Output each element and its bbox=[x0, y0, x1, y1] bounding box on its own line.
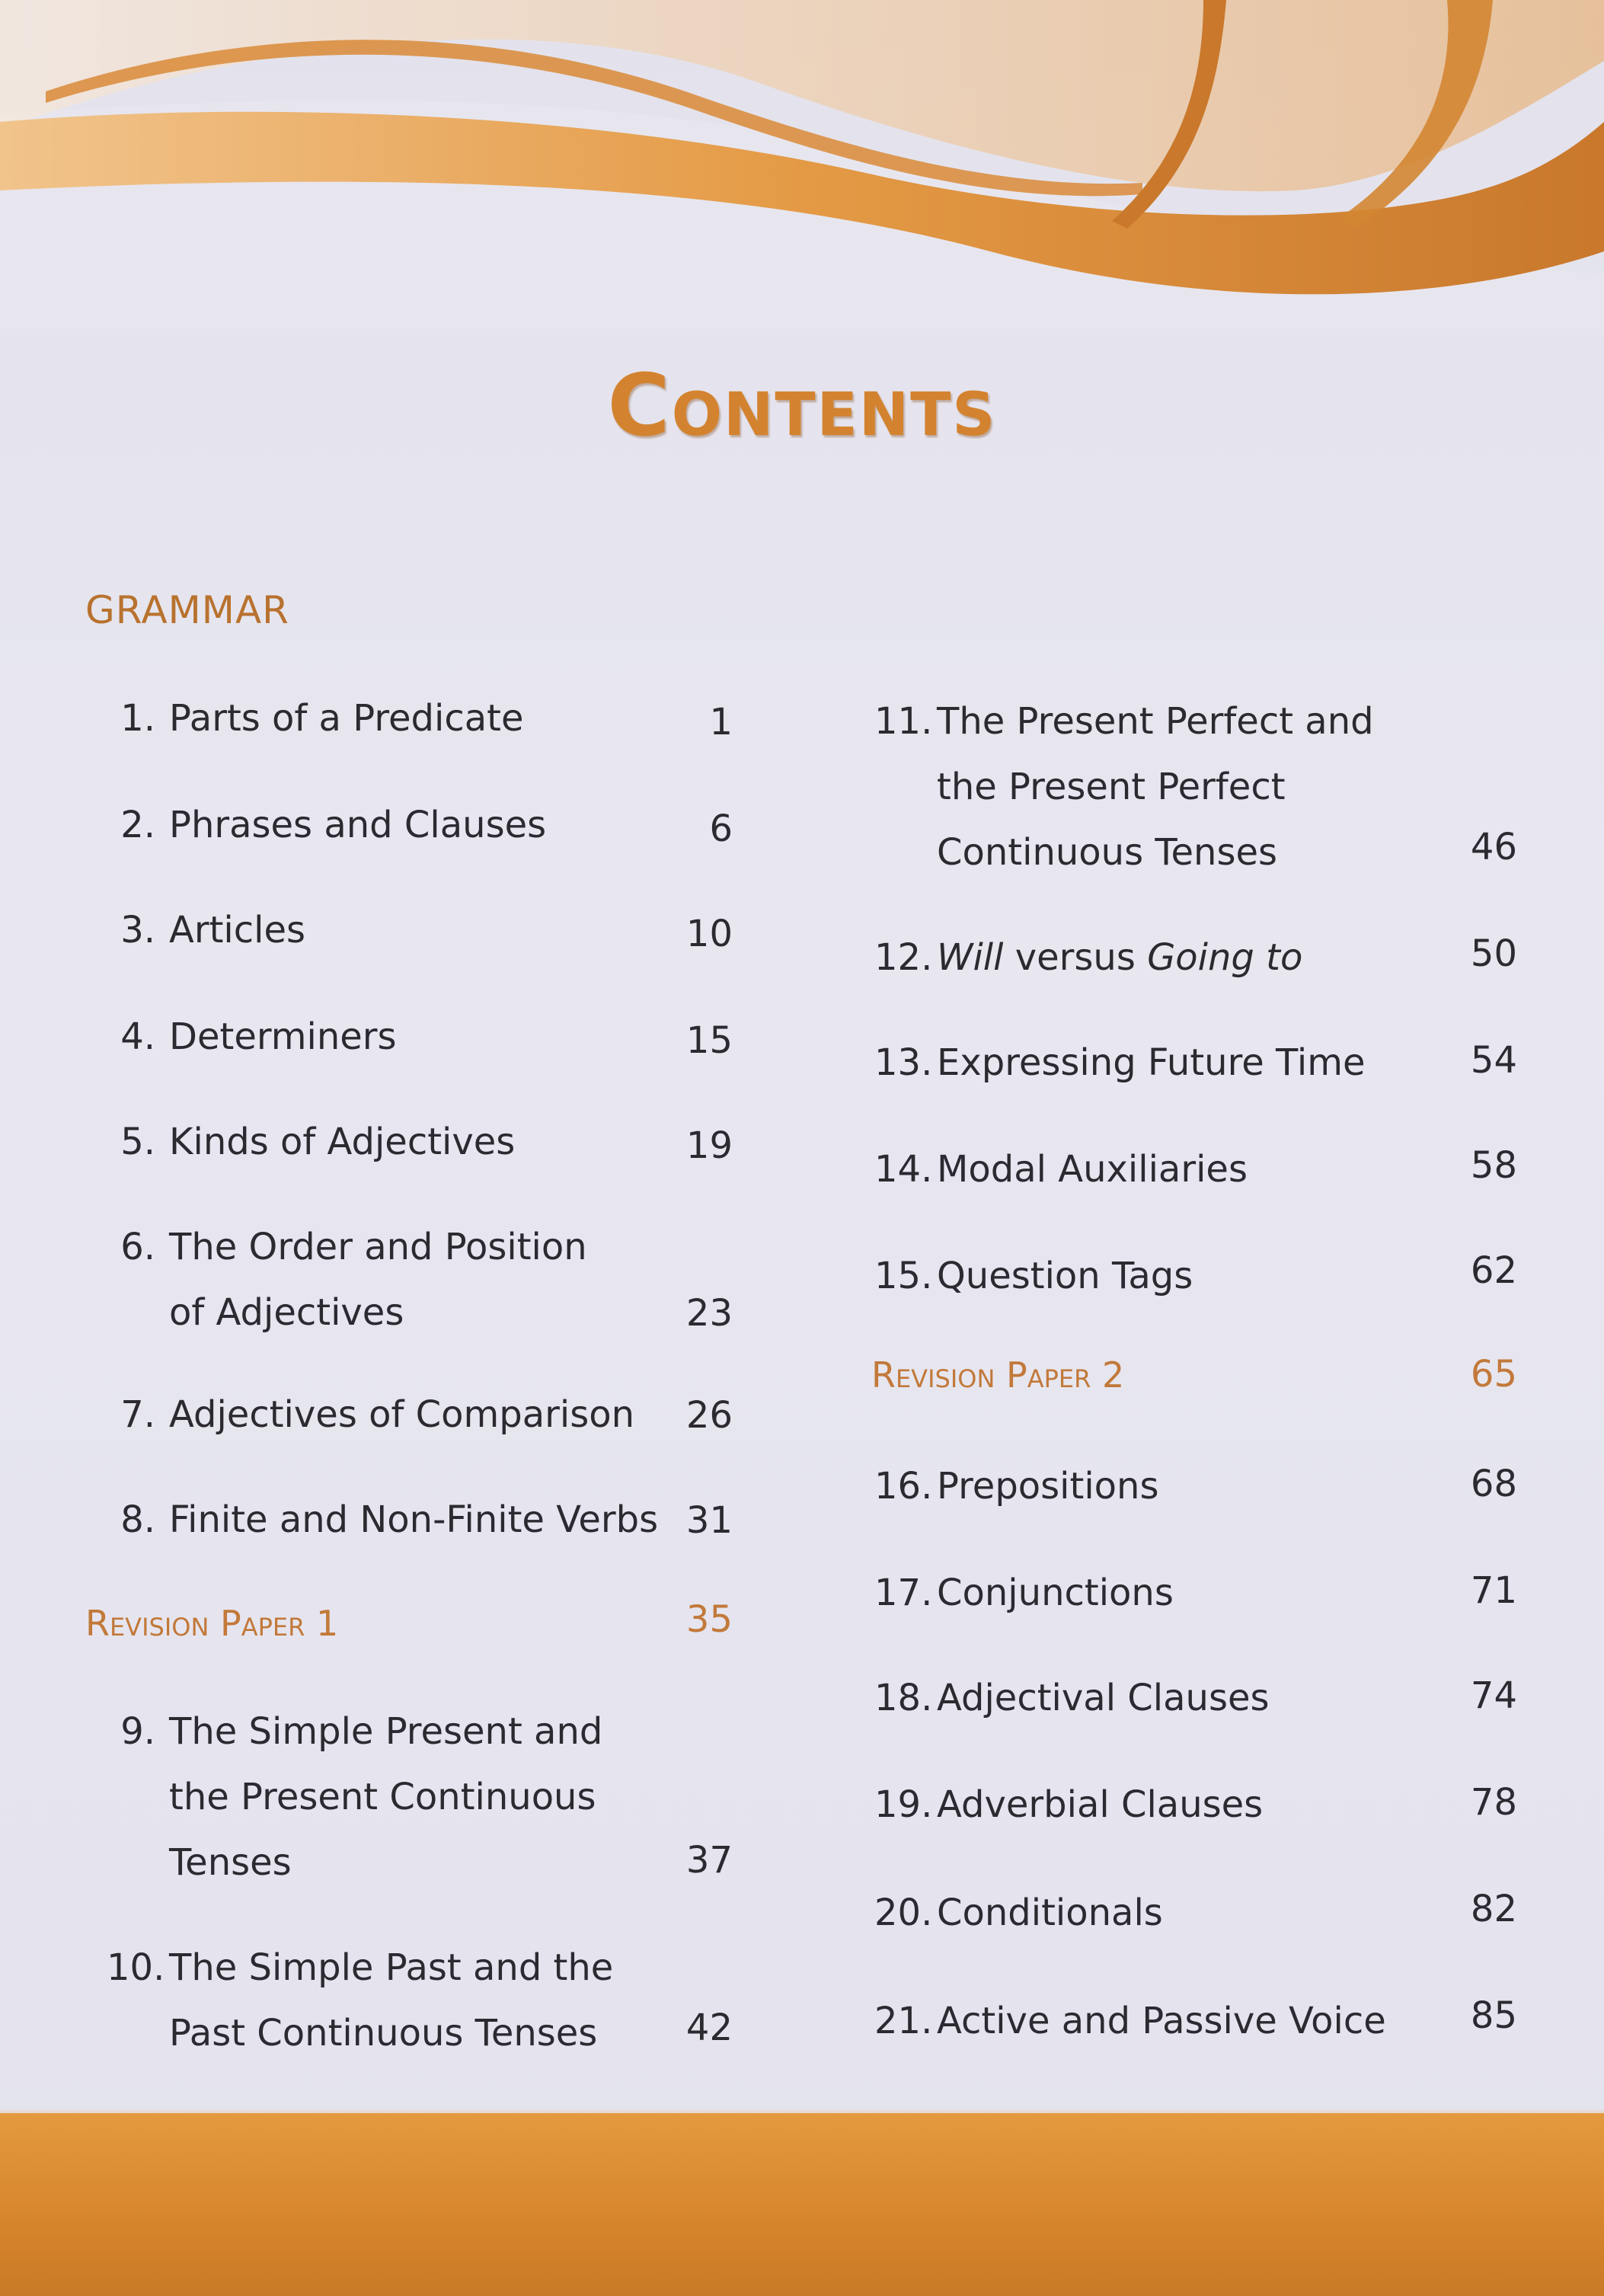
entry-page: 1 bbox=[709, 701, 733, 743]
toc-entry[interactable] bbox=[107, 1109, 515, 1175]
revision-paper-1[interactable]: Revision Paper 1 bbox=[85, 1603, 339, 1644]
entry-title: Parts of a Predicate bbox=[169, 697, 524, 740]
entry-page: 74 bbox=[1470, 1674, 1517, 1717]
entry-page: 62 bbox=[1470, 1249, 1517, 1292]
entry-title-going-to: Going to bbox=[1147, 936, 1303, 979]
entry-title: Determiners bbox=[169, 1015, 397, 1058]
entry-page: 31 bbox=[685, 1499, 733, 1542]
decorative-ribbon-top bbox=[0, 0, 1604, 335]
entry-number: 20. bbox=[874, 1891, 933, 1934]
entry-number: 6. bbox=[120, 1226, 155, 1268]
toc-entry[interactable] bbox=[107, 792, 546, 858]
decorative-band-bottom bbox=[0, 2113, 1604, 2296]
entry-page: 15 bbox=[685, 1019, 733, 1062]
toc-entry[interactable] bbox=[107, 897, 305, 963]
entry-number: 14. bbox=[874, 1148, 933, 1191]
section-title-grammar: GRAMMAR bbox=[85, 588, 289, 632]
toc-entry[interactable] bbox=[874, 1880, 1163, 1946]
entry-title-continued: Continuous Tenses bbox=[937, 831, 1278, 874]
entry-number: 5. bbox=[120, 1121, 155, 1163]
entry-number: 7. bbox=[120, 1393, 155, 1436]
entry-page: 19 bbox=[685, 1124, 733, 1167]
toc-entry[interactable] bbox=[107, 1214, 587, 1345]
toc-entry[interactable] bbox=[874, 1560, 1174, 1626]
toc-entry[interactable] bbox=[874, 1030, 1366, 1095]
entry-title: The Simple Present and bbox=[169, 1710, 603, 1753]
entry-number: 11. bbox=[874, 700, 933, 743]
entry-number: 17. bbox=[874, 1572, 933, 1614]
toc-entry[interactable] bbox=[874, 1772, 1263, 1837]
entry-title: Expressing Future Time bbox=[937, 1041, 1366, 1084]
entry-title: Conjunctions bbox=[937, 1572, 1174, 1614]
entry-page: 10 bbox=[685, 913, 733, 955]
toc-entry[interactable] bbox=[107, 1699, 602, 1895]
entry-number: 15. bbox=[874, 1255, 933, 1297]
entry-title-continued: of Adjectives bbox=[169, 1291, 404, 1334]
entry-title: The Simple Past and the bbox=[169, 1946, 614, 1989]
entry-number: 1. bbox=[120, 697, 155, 740]
revision-paper-1-page: 35 bbox=[685, 1598, 733, 1641]
entry-number: 18. bbox=[874, 1677, 933, 1719]
entry-number: 4. bbox=[120, 1015, 155, 1058]
toc-entry[interactable] bbox=[107, 1487, 658, 1553]
entry-page: 54 bbox=[1470, 1039, 1517, 1082]
entry-number: 19. bbox=[874, 1783, 933, 1826]
entry-title: Active and Passive Voice bbox=[937, 2000, 1386, 2042]
toc-entry[interactable] bbox=[874, 1243, 1193, 1309]
revision-paper-2[interactable]: Revision Paper 2 bbox=[871, 1354, 1125, 1396]
toc-entry[interactable] bbox=[874, 1665, 1270, 1731]
revision-paper-2-page: 65 bbox=[1470, 1353, 1517, 1396]
entry-title: Question Tags bbox=[937, 1255, 1193, 1297]
entry-title: Modal Auxiliaries bbox=[937, 1148, 1248, 1191]
entry-title-continued: Past Continuous Tenses bbox=[169, 2012, 598, 2055]
entry-number: 21. bbox=[874, 2000, 933, 2042]
entry-page: 78 bbox=[1470, 1781, 1517, 1824]
toc-entry[interactable] bbox=[874, 1988, 1386, 2054]
entry-title: The Present Perfect and bbox=[937, 700, 1374, 743]
entry-page: 71 bbox=[1470, 1569, 1517, 1612]
entry-number: 16. bbox=[874, 1465, 933, 1508]
entry-number: 13. bbox=[874, 1041, 933, 1084]
entry-page: 82 bbox=[1470, 1888, 1517, 1930]
toc-entry[interactable] bbox=[107, 1004, 397, 1070]
entry-title: The Order and Position bbox=[169, 1226, 587, 1268]
entry-page: 42 bbox=[685, 2007, 733, 2049]
toc-entry[interactable] bbox=[874, 1453, 1158, 1519]
entry-title: Adjectives of Comparison bbox=[169, 1393, 634, 1436]
entry-page: 58 bbox=[1470, 1144, 1517, 1187]
entry-number: 10. bbox=[107, 1946, 165, 1989]
entry-title: Adverbial Clauses bbox=[937, 1783, 1264, 1826]
entry-title: Phrases and Clauses bbox=[169, 804, 547, 846]
page-title: Contents bbox=[607, 357, 997, 456]
entry-title-continued: Tenses bbox=[169, 1841, 292, 1884]
entry-page: 6 bbox=[709, 807, 733, 850]
toc-entry[interactable] bbox=[107, 686, 524, 751]
entry-title: Articles bbox=[169, 909, 305, 951]
entry-number: 12. bbox=[874, 936, 933, 979]
entry-title: Will versus Going to bbox=[937, 936, 1303, 979]
entry-title-continued: the Present Continuous bbox=[169, 1776, 596, 1818]
entry-page: 68 bbox=[1470, 1463, 1517, 1505]
entry-title: Finite and Non-Finite Verbs bbox=[169, 1498, 659, 1541]
entry-page: 46 bbox=[1470, 826, 1517, 868]
entry-page: 26 bbox=[685, 1394, 733, 1437]
entry-page: 50 bbox=[1470, 932, 1517, 975]
entry-title: Prepositions bbox=[937, 1465, 1159, 1508]
entry-title-continued: the Present Perfect bbox=[937, 766, 1286, 808]
toc-entry[interactable] bbox=[874, 689, 1374, 885]
toc-entry[interactable] bbox=[107, 1935, 613, 2066]
entry-title: Kinds of Adjectives bbox=[169, 1121, 516, 1163]
entry-number: 2. bbox=[120, 804, 155, 846]
toc-entry[interactable] bbox=[107, 1382, 634, 1447]
entry-page: 23 bbox=[685, 1292, 733, 1335]
entry-page: 37 bbox=[685, 1839, 733, 1882]
toc-entry[interactable] bbox=[874, 925, 1302, 990]
entry-title: Conditionals bbox=[937, 1891, 1163, 1934]
entry-number: 8. bbox=[120, 1498, 155, 1541]
toc-entry[interactable] bbox=[874, 1137, 1248, 1202]
entry-number: 9. bbox=[120, 1710, 155, 1753]
entry-title: Adjectival Clauses bbox=[937, 1677, 1270, 1719]
entry-title-will: Will bbox=[937, 936, 1004, 979]
entry-number: 3. bbox=[120, 909, 155, 951]
entry-page: 85 bbox=[1470, 1994, 1517, 2037]
